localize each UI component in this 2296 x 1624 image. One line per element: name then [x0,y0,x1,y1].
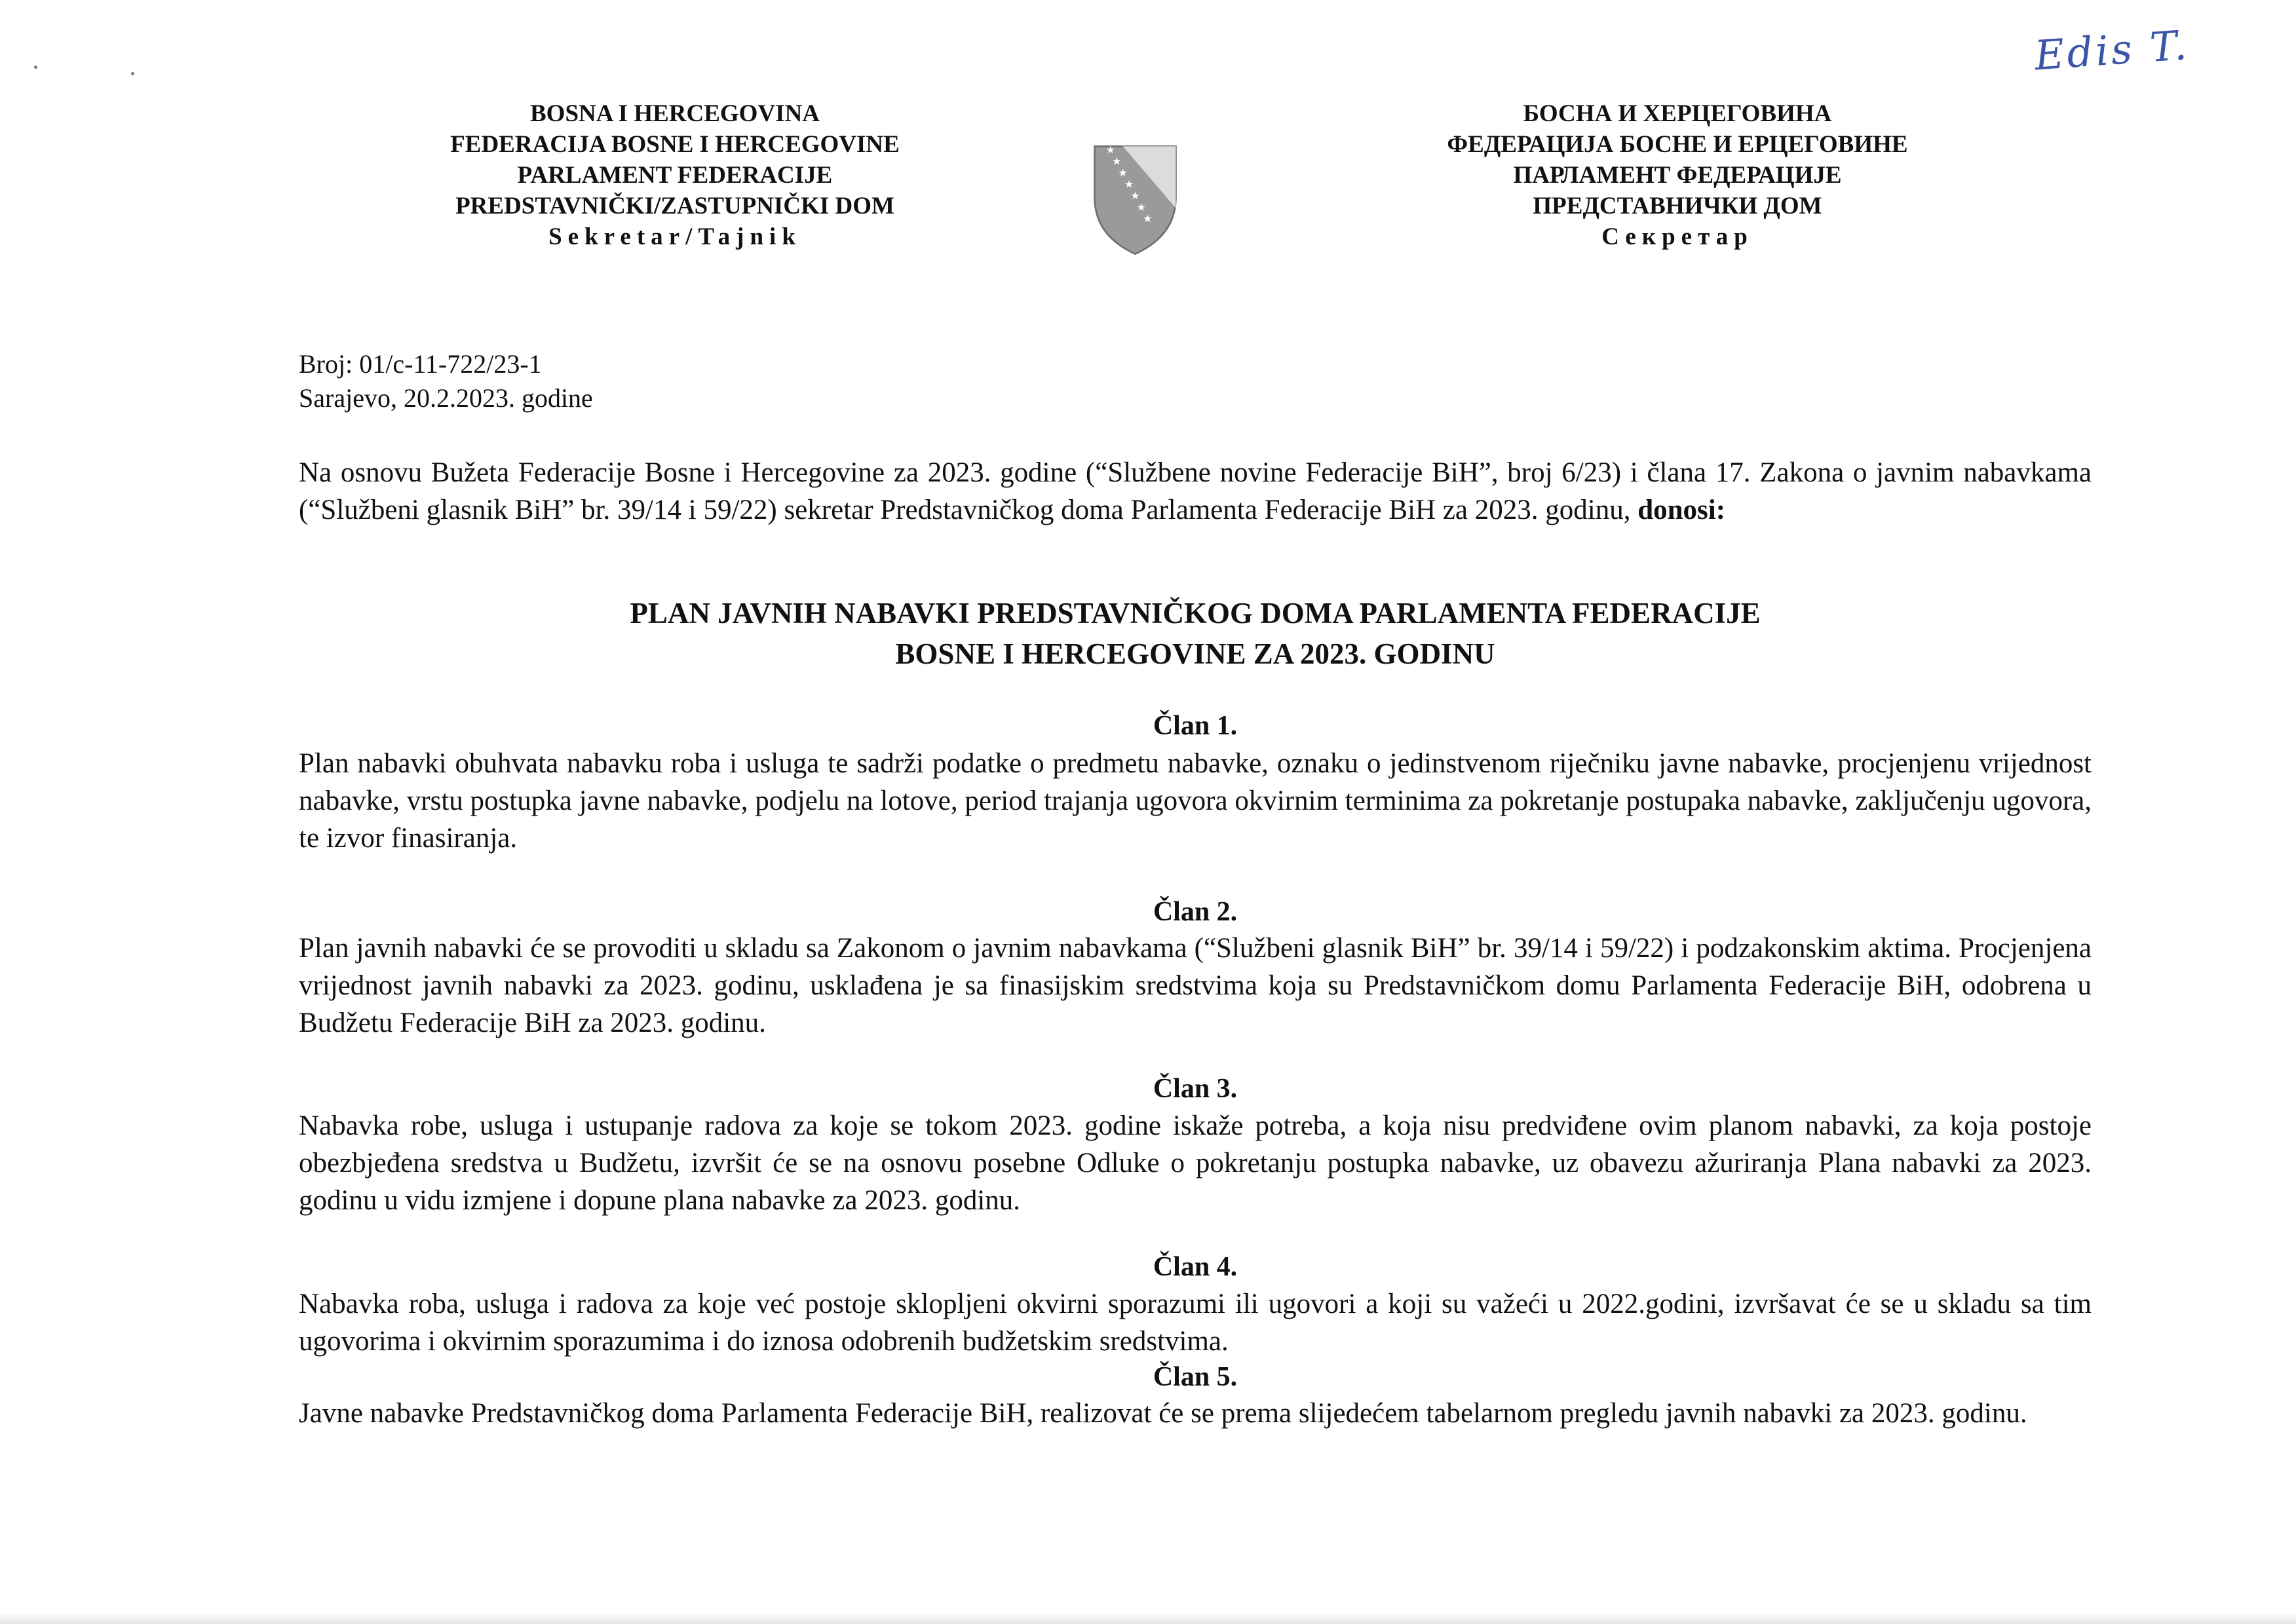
article-3-heading: Član 3. [1153,1074,1238,1104]
header-right-line-3: ПАРЛАМЕНТ ФЕДЕРАЦИЈЕ [1513,162,1842,189]
article-2-text: Plan javnih nabavki će se provoditi u skladu sa Zakonom o javnim nabavkama (“Službeni glasnik BiH” br. 39/14 i 59/22) i podzakonskim aktima. Procjenjena vrijednost javnih nabavki za 2023. godinu, usklađena je sa finasijskim sredstvima koja su Predstavničkom domu Parlamenta Federacije BiH, odobrena u Budžetu Federacije BiH za 2023. godinu. [299,933,2092,1038]
header-left-line-5: Sekretar/Tajnik [548,223,801,250]
header-left-line-3: PARLAMENT FEDERACIJE [517,162,833,189]
svg-text:★: ★ [1111,155,1122,168]
coat-of-arms-icon [1091,143,1179,257]
header-right-line-2: ФЕДЕРАЦИЈА БОСНЕ И ЕРЦЕГОВИНЕ [1447,131,1908,158]
header-right-cyrillic [1396,98,1959,252]
reference-block [299,347,593,415]
svg-text:★: ★ [1143,212,1153,225]
article-4-text: Nabavka roba, usluga i radova za koje već postoje sklopljeni okvirni sporazumi ili ugovori a koji su važeći u 2022.godini, izvršavat će se u skladu sa tim ugovorima i okvirnim sporazumima i do iznosa odobrenih budžetskim sredstvima. [299,1289,2092,1357]
document-title-line-2: BOSNE I HERCEGOVINE ZA 2023. GODINU [895,637,1495,670]
header-right-line-4: ПРЕДСТАВНИЧКИ ДОМ [1533,193,1822,219]
article-4-heading: Član 4. [1153,1252,1238,1282]
article-2-heading: Član 2. [1153,897,1238,927]
header-left-line-2: FEDERACIJA BOSNE I HERCEGOVINE [450,131,900,158]
reference-place-date: Sarajevo, 20.2.2023. godine [299,383,593,413]
header-left-latin [406,98,944,252]
article-5-heading: Član 5. [1153,1362,1238,1392]
document-title [299,593,2092,674]
article-5-text: Javne nabavke Predstavničkog doma Parlamenta Federacije BiH, realizovat će se prema slijedećem tabelarnom pregledu javnih nabavki za 2023. godinu. [299,1398,2027,1429]
scan-speck [131,72,134,75]
handwritten-signature: Edis T. [2033,20,2191,80]
header-right-line-5: Секретар [1601,223,1753,250]
reference-number: Broj: 01/c-11-722/23-1 [299,349,542,379]
article-1-heading: Član 1. [1153,711,1238,741]
scan-speck [34,66,37,69]
svg-text:★: ★ [1118,166,1128,179]
document-title-line-1: PLAN JAVNIH NABAVKI PREDSTAVNIČKOG DOMA PARLAMENTA FEDERACIJE [630,597,1761,630]
article-3-text: Nabavka robe, usluga i ustupanje radova za koje se tokom 2023. godine iskaže potreba, a koja nisu predviđene ovim planom nabavki, za koja postoje obezbjeđena sredstva u Budžetu, izvršit će se na osnovu posebne Odluke o pokretanju postupka nabavke, uz obavezu ažuriranja Plana nabavki za 2023. godinu u vidu izmjene i dopune plana nabavke za 2023. godinu. [299,1110,2092,1216]
svg-text:★: ★ [1124,178,1134,191]
intro-paragraph [299,454,2092,529]
intro-bold-text: donosi: [1637,495,1726,525]
header-left-line-4: PREDSTAVNIČKI/ZASTUPNIČKI DOM [455,193,894,219]
page-edge-shadow [0,1613,2296,1624]
svg-text:★: ★ [1136,200,1147,214]
article-1-text: Plan nabavki obuhvata nabavku roba i usluga te sadrži podatke o predmetu nabavke, oznaku o jedinstvenom riječniku javne nabavke, procjenjenu vrijednost nabavke, vrstu postupka javne nabavke, podjelu na lotove, period trajanja ugovora okvirnim terminima za pokretanje postupaka nabavke, zaključenju ugovora, te izvor finasiranja. [299,748,2092,854]
intro-text: Na osnovu Bužeta Federacije Bosne i Hercegovine za 2023. godine (“Službene novine Federacije BiH”, broj 6/23) i člana 17. Zakona o javnim nabavkama (“Službeni glasnik BiH” br. 39/14 i 59/22) sekretar Predstavničkog doma Parlamenta Federacije BiH za 2023. godinu, [299,457,2092,525]
header-right-line-1: БОСНА И ХЕРЦЕГОВИНА [1523,100,1832,127]
header-left-line-1: BOSNA I HERCEGOVINA [529,100,820,127]
svg-text:★: ★ [1130,189,1140,202]
svg-text:★: ★ [1105,143,1116,157]
